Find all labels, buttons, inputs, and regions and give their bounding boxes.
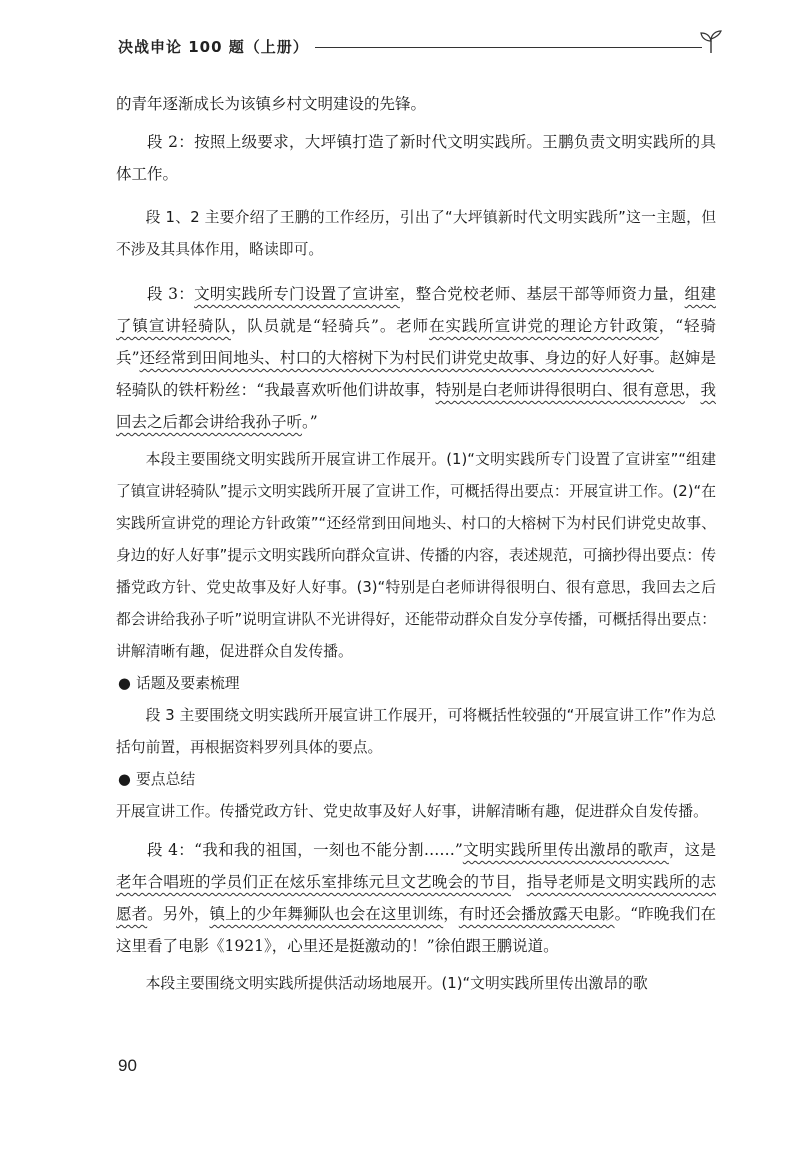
source-paragraph-continued: 的青年逐渐成长为该镇乡村文明建设的先锋。	[116, 95, 427, 113]
sprout-icon	[698, 30, 724, 54]
para-text: 。“昨晚我们在这里看了电影《1921》，心里还是挺激动的！”徐伯跟王鹏说道。	[116, 905, 716, 955]
para-text: ，这是	[668, 841, 716, 859]
para-text: ，队员就是“轻骑兵”。老师	[230, 317, 430, 335]
para-text: 。赵婶是轻骑队的铁杆粉丝：“我最喜欢听他们讲故事，	[116, 349, 716, 399]
para-text: 段 3：	[147, 285, 195, 303]
highlighted-phrase: 组建了镇宣讲轻骑队	[116, 285, 716, 335]
highlighted-phrase: 还经常到田间地头、村口的大榕树下为村民们讲党史故事、身边的好人好事	[139, 349, 654, 367]
section-heading-topic	[116, 668, 716, 700]
bullet-icon: ●	[118, 771, 131, 788]
key-points-paragraph: 开展宣讲工作。传播党政方针、党史故事及好人好事，讲解清晰有趣，促进群众自发传播。	[116, 803, 708, 820]
highlighted-phrase: 特别是白老师讲得很明白、很有意思	[435, 381, 685, 399]
source-paragraph-3	[116, 278, 716, 438]
highlighted-phrase: 有时还会播放露天电影	[458, 905, 615, 923]
para-text: 。”	[302, 413, 318, 431]
para-text: ，	[684, 381, 701, 399]
analysis-paragraph-4: 本段主要围绕文明实践所提供活动场地展开。(1)“文明实践所里传出激昂的歌	[145, 975, 648, 992]
header-book-title: 决战申论 100 题（上册）	[118, 36, 315, 57]
page-body	[116, 88, 716, 1000]
section-heading-text: 话题及要素梳理	[136, 675, 240, 692]
topic-summary-paragraph: 段 3 主要围绕文明实践所开展宣讲工作展开，可将概括性较强的“开展宣讲工作”作为总括句前置，再根据资料罗列具体的要点。	[116, 707, 716, 756]
section-heading-text: 要点总结	[136, 771, 196, 788]
highlighted-phrase: 老年合唱班的学员们正在炫乐室排练元旦文艺晚会的节目	[116, 873, 511, 891]
page-number: 90	[118, 1056, 137, 1075]
para-text: 段 4：“我和我的祖国，一刻也不能分割……”	[147, 841, 463, 859]
highlighted-phrase: 指导老师是文明实践所的志愿者	[116, 873, 716, 923]
running-header	[118, 28, 730, 58]
bullet-icon: ●	[118, 675, 131, 692]
highlighted-phrase: 我回去之后都会讲给我孙子听	[116, 381, 716, 431]
highlighted-phrase: 文明实践所专门设置了宣讲室	[194, 285, 400, 303]
highlighted-phrase: 在实践所宣讲党的理论方针政策	[429, 317, 659, 335]
source-paragraph-4	[116, 834, 716, 962]
section-heading-points	[116, 764, 716, 796]
highlighted-phrase: 文明实践所里传出激昂的歌声	[462, 841, 669, 859]
analysis-paragraph-3: 本段主要围绕文明实践所开展宣讲工作展开。(1)“文明实践所专门设置了宣讲室”“组建了镇宣讲轻骑队”提示文明实践所开展了宣讲工作，可概括得出要点：开展宣讲工作。(2)“在实践所宣讲党的理论方针政策”“还经常到田间地头、村口的大榕树下为村民们讲党史故事、身边的好人好事”提示文明实践所向群众宣讲、传播的内容，表述规范，可摘抄得出要点：传播党政方针、党史故事及好人好事。(3)“特别是白老师讲得很明白、很有意思，我回去之后都会讲给我孙子听”说明宣讲队不光讲得好，还能带动群众自发分享传播，可概括得出要点：讲解清晰有趣，促进群众自发传播。	[116, 451, 716, 660]
para-text: ，“轻骑兵”	[116, 317, 716, 367]
highlighted-phrase: 镇上的少年舞狮队也会在这里训练	[209, 905, 444, 923]
source-paragraph-2: 段 2：按照上级要求，大坪镇打造了新时代文明实践所。王鹏负责文明实践所的具体工作。	[116, 133, 716, 183]
para-text: ，	[510, 873, 527, 891]
para-text: 。另外，	[147, 905, 210, 923]
analysis-paragraph-1-2: 段 1、2 主要介绍了王鹏的工作经历，引出了“大坪镇新时代文明实践所”这一主题，但不涉及其具体作用，略读即可。	[116, 209, 716, 258]
para-text: ，整合党校老师、基层干部等师资力量，	[399, 285, 685, 303]
para-text: ，	[443, 905, 459, 923]
